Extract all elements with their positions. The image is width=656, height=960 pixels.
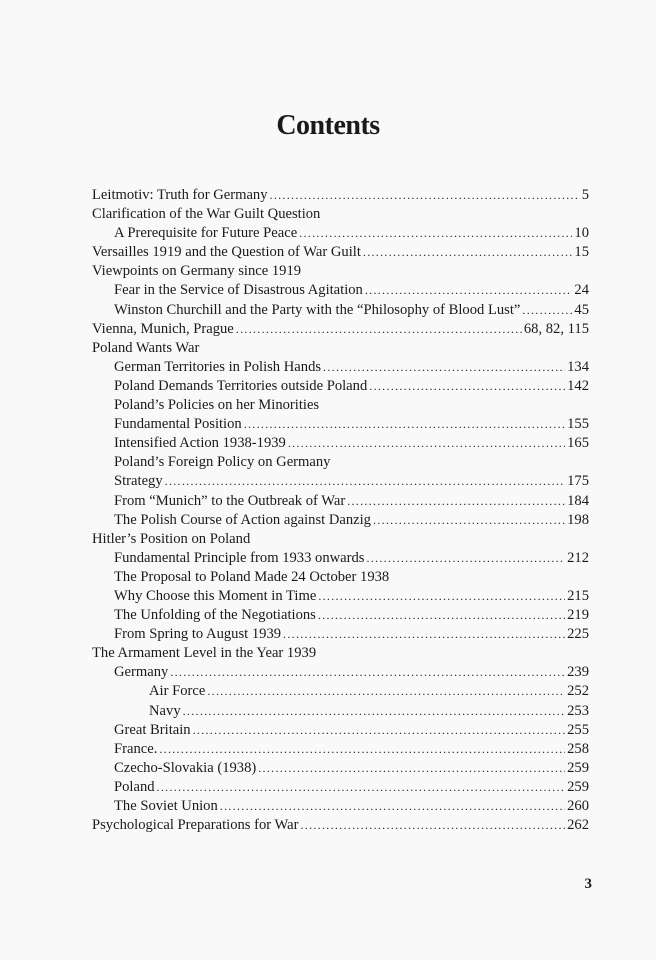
toc-entry-title: The Proposal to Poland Made 24 October 1938 — [114, 568, 390, 585]
toc-entry — [92, 644, 589, 663]
toc-entry-page: 165 — [567, 435, 589, 452]
toc-entry-title: The Armament Level in the Year 1939 — [92, 645, 317, 662]
toc-entry-page: 259 — [567, 778, 589, 795]
toc-entry-page: 253 — [567, 702, 589, 719]
toc-entry — [92, 492, 589, 511]
toc-entry-page: 255 — [567, 721, 589, 738]
dot-leader — [373, 511, 565, 530]
toc-entry-title: Great Britain — [114, 721, 191, 738]
toc-entry — [92, 396, 589, 415]
toc-entry — [92, 530, 589, 549]
toc-entry — [92, 186, 589, 205]
toc-entry-page: 225 — [567, 626, 589, 643]
toc-entry-page: 45 — [574, 301, 589, 318]
dot-leader — [299, 224, 572, 243]
toc-entry-title: Fundamental Position — [114, 416, 242, 433]
toc-entry — [92, 625, 589, 644]
dot-leader — [347, 492, 565, 511]
toc-entry-title: Poland Wants War — [92, 339, 200, 356]
toc-entry-title: Winston Churchill and the Party with the “Philosophy of Blood Lust” — [114, 301, 521, 318]
toc-entry — [92, 320, 589, 339]
toc-entry-title: Air Force — [149, 683, 206, 700]
toc-entry — [92, 243, 589, 262]
toc-entry-title: Hitler’s Position on Poland — [92, 530, 251, 547]
toc-entry-title: Fundamental Principle from 1933 onwards — [114, 549, 365, 566]
toc-entry — [92, 301, 589, 320]
dot-leader — [157, 778, 566, 797]
toc-entry-title: Psychological Preparations for War — [92, 817, 299, 834]
dot-leader — [323, 358, 565, 377]
toc-entry-title: Poland — [114, 778, 155, 795]
toc-entry-title: The Soviet Union — [114, 798, 218, 814]
toc-entry — [92, 262, 589, 281]
toc-entry — [92, 434, 589, 453]
toc-entry — [92, 759, 589, 778]
toc-entry-title: Germany — [114, 664, 169, 681]
toc-entry-page: 252 — [567, 683, 589, 700]
dot-leader — [258, 759, 565, 778]
toc-entry — [92, 702, 589, 721]
dot-leader — [244, 415, 565, 434]
toc-entry — [92, 377, 589, 396]
dot-leader — [522, 301, 572, 320]
toc-entry-title: Clarification of the War Guilt Question — [92, 206, 321, 223]
toc-entry-page: 198 — [567, 511, 589, 528]
toc-entry-title: From Spring to August 1939 — [114, 626, 282, 643]
dot-leader — [170, 663, 565, 682]
toc-entry — [92, 568, 589, 587]
dot-leader — [236, 320, 522, 339]
page-title: Contents — [276, 110, 380, 141]
toc-entry-page: 215 — [567, 587, 589, 604]
toc-entry-page: 259 — [567, 759, 589, 776]
toc-entry-title: Poland Demands Territories outside Poland — [114, 377, 368, 394]
dot-leader — [283, 625, 565, 644]
toc-entry-title: From “Munich” to the Outbreak of War — [114, 492, 346, 509]
dot-leader — [365, 281, 573, 300]
toc-entry — [92, 453, 589, 472]
toc-entry-title: France. — [114, 740, 158, 757]
toc-entry-page: 15 — [574, 244, 589, 261]
dot-leader — [193, 721, 566, 740]
toc-entry — [92, 281, 589, 300]
toc-entry — [92, 663, 589, 682]
dot-leader — [318, 606, 565, 625]
dot-leader — [165, 472, 565, 491]
dot-leader — [369, 377, 565, 396]
toc-entry — [92, 205, 589, 224]
toc-entry-page: 134 — [567, 358, 589, 375]
dot-leader — [288, 434, 565, 453]
toc-entry-title: Intensified Action 1938-1939 — [114, 435, 286, 452]
toc-entry-title: The Unfolding of the Negotiations — [114, 607, 316, 624]
dot-leader — [366, 549, 565, 568]
toc-entry — [92, 778, 589, 797]
toc-entry-title: German Territories in Polish Hands — [114, 358, 322, 375]
toc-entry-page: 155 — [567, 416, 589, 433]
toc-entry-page: 219 — [567, 607, 589, 624]
toc-entry-title: Strategy — [114, 473, 163, 490]
dot-leader — [363, 243, 573, 262]
toc-entry-page: 212 — [567, 549, 589, 566]
dot-leader — [207, 682, 565, 701]
toc-entry — [92, 339, 589, 358]
table-of-contents — [92, 186, 589, 835]
toc-entry-page: 260 — [567, 798, 589, 814]
dot-leader — [183, 702, 565, 721]
toc-entry — [92, 511, 589, 530]
toc-entry-page: 10 — [574, 225, 589, 242]
toc-entry-title: Czecho-Slovakia (1938) — [114, 759, 257, 776]
dot-leader — [220, 797, 565, 816]
toc-entry-page: 239 — [567, 664, 589, 681]
toc-entry-page: 68, 82, 115 — [523, 320, 589, 337]
toc-entry-title: Poland’s Foreign Policy on Germany — [114, 454, 331, 471]
dot-leader — [300, 816, 565, 835]
toc-entry-page: 262 — [567, 817, 589, 834]
toc-entry-title: Poland’s Policies on her Minorities — [114, 397, 320, 414]
page-number: 3 — [584, 876, 592, 892]
dot-leader — [270, 186, 580, 205]
toc-entry-title: Leitmotiv: Truth for Germany — [92, 187, 268, 203]
toc-entry-title: Navy — [149, 702, 181, 719]
toc-entry-title: Viewpoints on Germany since 1919 — [92, 263, 302, 280]
toc-entry-title: Fear in the Service of Disastrous Agitation — [114, 282, 363, 299]
toc-entry — [92, 472, 589, 491]
toc-entry-page: 184 — [567, 492, 589, 509]
toc-entry-title: The Polish Course of Action against Danzig — [114, 511, 371, 528]
toc-entry — [92, 606, 589, 625]
toc-entry — [92, 224, 589, 243]
toc-entry — [92, 740, 589, 759]
toc-entry — [92, 415, 589, 434]
toc-entry — [92, 721, 589, 740]
toc-entry-title: Why Choose this Moment in Time — [114, 587, 317, 604]
toc-entry-title: A Prerequisite for Future Peace — [114, 225, 298, 242]
toc-entry — [92, 587, 589, 606]
toc-entry-page: 24 — [574, 282, 589, 299]
dot-leader — [318, 587, 565, 606]
toc-entry — [92, 816, 589, 835]
toc-entry-page: 5 — [581, 187, 589, 203]
toc-entry-page: 175 — [567, 473, 589, 490]
dot-leader — [159, 740, 565, 759]
toc-entry — [92, 358, 589, 377]
toc-entry-page: 258 — [567, 740, 589, 757]
toc-entry-title: Versailles 1919 and the Question of War Guilt — [92, 244, 361, 261]
toc-entry — [92, 682, 589, 701]
toc-entry-page: 142 — [567, 377, 589, 394]
toc-entry — [92, 797, 589, 816]
toc-entry — [92, 549, 589, 568]
toc-entry-title: Vienna, Munich, Prague — [92, 320, 234, 337]
